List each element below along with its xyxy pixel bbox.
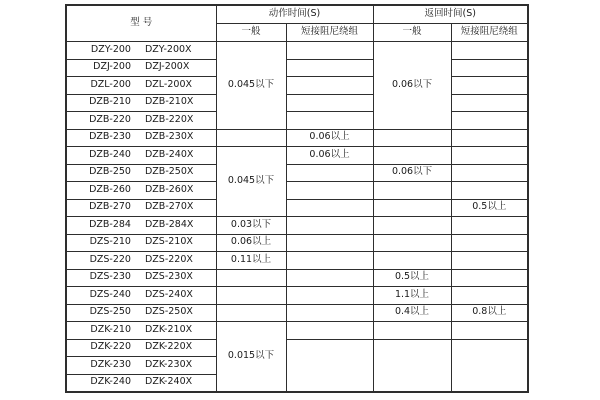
model-code-x: DZB-250X [144,166,194,178]
return-general-cell [373,182,451,200]
model-code: DZB-250 [89,166,131,178]
action-general-cell: 0.03以下 [216,217,286,235]
table-row [66,287,528,305]
action-general-cell: 0.06以上 [216,234,286,252]
model-code-x: DZB-284X [144,218,194,230]
table-row [66,199,528,217]
model-code-x: DZB-270X [144,201,194,213]
model-code-x: DZS-230X [144,271,193,283]
action-damped-cell [286,112,373,130]
action-damped-cell [286,322,373,340]
table-row [66,182,528,200]
model-code-x: DZS-240X [144,288,193,300]
table-row [66,59,528,77]
model-cell [66,164,216,182]
table-row [66,252,528,270]
model-cell [66,269,216,287]
model-cell [66,287,216,305]
model-cell [66,94,216,112]
model-cell [66,182,216,200]
return-damped-cell [451,164,528,182]
return-damped-cell [451,147,528,165]
model-code: DZY-200 [90,43,131,55]
model-code-x: DZK-230X [145,358,193,370]
model-code-x: DZB-210X [144,96,194,108]
document-page [65,4,529,393]
model-code: DZS-250 [89,306,131,318]
model-code-x: DZS-220X [144,253,193,265]
table-row [66,112,528,130]
table-row [66,129,528,147]
return-damped-cell [451,94,528,112]
model-code: DZS-240 [89,288,131,300]
action-damped-cell [286,304,373,322]
action-damped-cell [286,217,373,235]
model-cell [66,112,216,130]
action-damped-cell [286,234,373,252]
model-cell [66,252,216,270]
col-header-action-general: 一般 [216,24,286,42]
table-row [66,322,528,340]
return-damped-cell [451,252,528,270]
table-row [66,77,528,95]
return-damped-cell [451,182,528,200]
return-general-cell: 0.06以下 [373,164,451,182]
model-cell [66,59,216,77]
model-cell [66,217,216,235]
model-code: DZK-240 [90,376,131,388]
model-cell [66,339,216,357]
action-damped-cell: 0.06以上 [286,147,373,165]
model-code-x: DZJ-200X [145,61,190,73]
return-damped-cell [451,129,528,147]
return-general-cell [373,199,451,217]
model-code: DZJ-200 [93,61,131,73]
model-cell [66,322,216,340]
model-code: DZB-240 [89,148,131,160]
model-code-x: DZS-250X [144,306,193,318]
model-code: DZK-230 [90,358,131,370]
model-code: DZK-220 [90,341,131,353]
return-damped-cell: 0.5以上 [451,199,528,217]
model-cell [66,304,216,322]
table-row [66,94,528,112]
model-code-x: DZB-240X [144,148,194,160]
model-code-x: DZL-200X [144,78,193,90]
return-general-cell [373,322,451,340]
table-header [66,5,528,42]
return-general-cell [373,217,451,235]
table-row [66,147,528,165]
model-code-x: DZY-200X [144,43,192,55]
model-cell [66,42,216,60]
model-code: DZB-270 [89,201,131,213]
table-row [66,42,528,60]
model-code-x: DZB-220X [144,113,194,125]
col-header-return-time: 返回时间(S) [373,5,528,24]
return-damped-cell [451,217,528,235]
model-code: DZB-220 [89,113,131,125]
return-damped-cell [451,42,528,60]
return-general-cell [373,252,451,270]
action-damped-cell [286,59,373,77]
action-damped-cell [286,164,373,182]
model-cell [66,374,216,392]
model-code: DZS-230 [89,271,131,283]
model-code: DZK-210 [90,323,131,335]
return-general-cell [373,147,451,165]
model-code: DZB-230 [89,131,131,143]
return-general-cell: 1.1以上 [373,287,451,305]
model-cell [66,357,216,375]
action-damped-cell [286,287,373,305]
return-damped-cell [451,339,528,392]
action-damped-cell: 0.06以上 [286,129,373,147]
model-code-x: DZB-230X [144,131,194,143]
model-cell [66,234,216,252]
model-code-x: DZS-210X [144,236,193,248]
return-general-cell: 0.06以下 [373,42,451,130]
return-damped-cell [451,269,528,287]
table-row [66,304,528,322]
model-code: DZB-210 [89,96,131,108]
action-general-cell [216,287,286,305]
model-code: DZB-284 [89,218,131,230]
return-general-cell [373,129,451,147]
table-row [66,164,528,182]
model-code-x: DZK-240X [145,376,193,388]
model-code-x: DZB-260X [144,183,194,195]
table-row [66,217,528,235]
action-damped-cell [286,252,373,270]
header-group-row [66,5,528,24]
model-cell [66,129,216,147]
model-code: DZB-260 [89,183,131,195]
model-code-x: DZK-220X [145,341,193,353]
table-row [66,234,528,252]
col-header-return-general: 一般 [373,24,451,42]
action-damped-cell [286,42,373,60]
return-damped-cell [451,112,528,130]
action-general-cell: 0.045以下 [216,42,286,130]
return-damped-cell [451,287,528,305]
return-damped-cell: 0.8以上 [451,304,528,322]
return-damped-cell [451,59,528,77]
spec-table [65,4,529,393]
action-general-cell: 0.015以下 [216,322,286,393]
col-header-action-damped: 短接阻尼绕组 [286,24,373,42]
table-body [66,42,528,393]
return-damped-cell [451,77,528,95]
model-cell [66,147,216,165]
return-general-cell [373,339,451,392]
table-row [66,339,528,357]
return-damped-cell [451,322,528,340]
action-general-cell [216,129,286,147]
model-cell [66,77,216,95]
action-general-cell [216,304,286,322]
return-damped-cell [451,234,528,252]
model-code: DZS-210 [89,236,131,248]
model-code: DZL-200 [90,78,131,90]
model-code: DZS-220 [89,253,131,265]
col-header-return-damped: 短接阻尼绕组 [451,24,528,42]
return-general-cell: 0.5以上 [373,269,451,287]
action-general-cell [216,269,286,287]
action-damped-cell [286,269,373,287]
action-damped-cell [286,77,373,95]
return-general-cell [373,234,451,252]
return-general-cell: 0.4以上 [373,304,451,322]
col-header-model: 型 号 [66,5,216,42]
action-damped-cell [286,94,373,112]
action-general-cell: 0.11以上 [216,252,286,270]
col-header-action-time: 动作时间(S) [216,5,373,24]
action-damped-cell [286,199,373,217]
action-general-cell: 0.045以下 [216,147,286,217]
model-code-x: DZK-210X [145,323,193,335]
model-cell [66,199,216,217]
table-row [66,269,528,287]
action-damped-cell [286,182,373,200]
action-damped-cell [286,339,373,392]
